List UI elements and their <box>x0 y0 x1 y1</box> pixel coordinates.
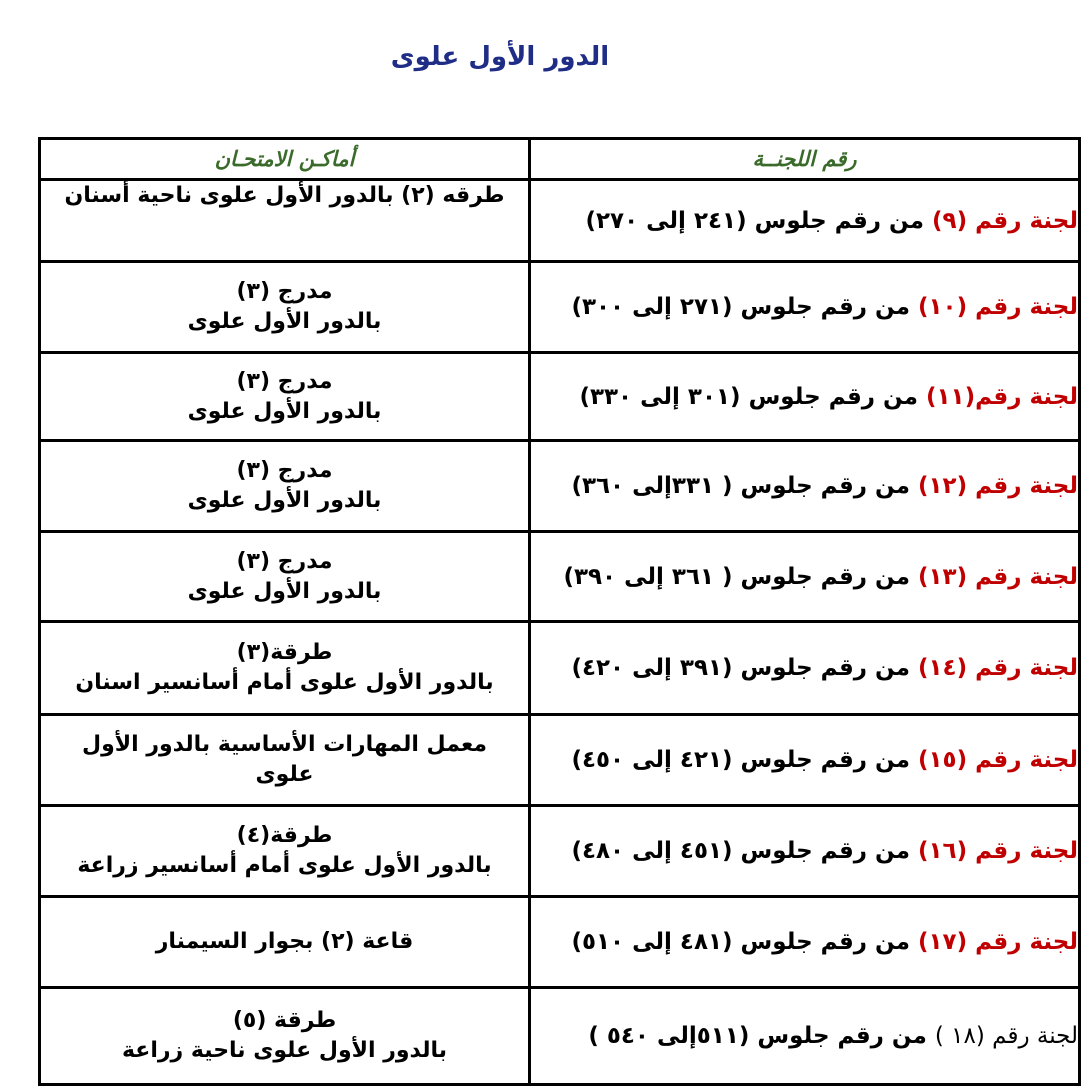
committee-number: لجنة رقم(١١) <box>926 383 1078 410</box>
seat-range: من رقم جلوس (٢٧١ إلى ٣٠٠) <box>571 294 918 320</box>
table-row <box>40 532 1080 622</box>
committee-cell <box>530 180 1080 262</box>
place-cell <box>40 988 530 1085</box>
place-cell <box>40 532 530 622</box>
table-row <box>40 180 1080 262</box>
seat-range: من رقم جلوس ( ٣٦١ إلى ٣٩٠) <box>563 563 918 590</box>
page-title: الدور الأول علوى <box>390 42 610 72</box>
seat-range: من رقم جلوس (٤٥١ إلى ٤٨٠) <box>571 838 918 864</box>
committee-number: لجنة رقم (١٢) <box>917 473 1078 499</box>
place-line: قاعة (٢) بجوار السيمنار <box>155 929 414 954</box>
committee-cell <box>530 262 1080 353</box>
place-line: بالدور الأول علوى أمام أسانسير زراعة <box>77 853 492 878</box>
place-cell <box>40 180 530 262</box>
committee-number: لجنة رقم (٩) <box>932 207 1078 234</box>
place-line: معمل المهارات الأساسية بالدور الأول <box>81 732 487 757</box>
committee-cell <box>530 715 1080 806</box>
committee-cell <box>530 988 1080 1085</box>
place-line: بالدور الأول علوى أمام أسانسير اسنان <box>75 670 494 695</box>
table-row <box>40 715 1080 806</box>
place-line: مدرج (٣) <box>236 458 333 483</box>
table-row <box>40 441 1080 532</box>
place-line: بالدور الأول علوى <box>187 578 382 604</box>
committee-number: لجنة رقم (١٥) <box>917 747 1078 773</box>
committee-number: لجنة رقم (١٣) <box>917 563 1078 590</box>
table-row <box>40 806 1080 897</box>
seat-range: من رقم جلوس (٣٩١ إلى ٤٢٠) <box>571 655 918 681</box>
place-line: بالدور الأول علوى <box>187 488 382 513</box>
committee-cell <box>530 622 1080 715</box>
committee-number: لجنة رقم (١٦) <box>917 838 1078 864</box>
table-row <box>40 262 1080 353</box>
place-line: طرقة(٤) <box>236 823 333 848</box>
place-cell <box>40 353 530 441</box>
seat-range: من رقم جلوس (٢٤١ إلى ٢٧٠) <box>585 207 933 234</box>
place-line: مدرج (٣) <box>236 279 333 304</box>
place-line: مدرج (٣) <box>236 548 333 574</box>
seat-range: من رقم جلوس (٤٨١ إلى ٥١٠) <box>571 929 918 955</box>
table-row <box>40 988 1080 1085</box>
seat-range: من رقم جلوس ( ٣٣١إلى ٣٦٠) <box>571 473 918 499</box>
place-line: طرقه (٢) بالدور الأول علوى ناحية أسنان <box>64 183 505 208</box>
committee-cell <box>530 441 1080 532</box>
place-line: طرقة (٥) <box>232 1008 337 1033</box>
place-header: أماكـن الامتحـان <box>40 139 530 180</box>
seat-range: من رقم جلوس (٣٠١ إلى ٣٣٠) <box>579 383 926 410</box>
place-cell <box>40 806 530 897</box>
rows-body <box>40 180 1080 1085</box>
place-line: مدرج (٣) <box>236 368 333 394</box>
committee-cell <box>530 806 1080 897</box>
place-line: بالدور الأول علوى ناحية زراعة <box>121 1038 448 1063</box>
committee-cell <box>530 532 1080 622</box>
committee-cell <box>530 897 1080 988</box>
table-row <box>40 353 1080 441</box>
place-line: طرقة(٣) <box>236 640 333 665</box>
place-line: بالدور الأول علوى <box>187 309 382 334</box>
place-cell <box>40 262 530 353</box>
table-row <box>40 622 1080 715</box>
place-cell <box>40 897 530 988</box>
seat-range: من رقم جلوس (٤٢١ إلى ٤٥٠) <box>571 747 918 773</box>
place-line: علوى <box>255 762 314 787</box>
seat-range: من رقم جلوس (٥١١إلى ٥٤٠ ) <box>588 1023 935 1049</box>
committee-number: لجنة رقم (١٠) <box>917 294 1078 320</box>
place-cell <box>40 715 530 806</box>
committee-number: لجنة رقم (١٧) <box>917 929 1078 955</box>
table-row <box>40 897 1080 988</box>
committee-cell <box>530 353 1080 441</box>
committee-table <box>38 137 1081 1086</box>
header-row <box>40 139 1080 180</box>
committee-number: لجنة رقم (١٨ ) <box>934 1023 1078 1049</box>
committee-header: رقم اللجنــة <box>530 139 1080 180</box>
place-line: بالدور الأول علوى <box>187 398 382 424</box>
committee-number: لجنة رقم (١٤) <box>917 655 1078 681</box>
place-cell <box>40 622 530 715</box>
place-cell <box>40 441 530 532</box>
